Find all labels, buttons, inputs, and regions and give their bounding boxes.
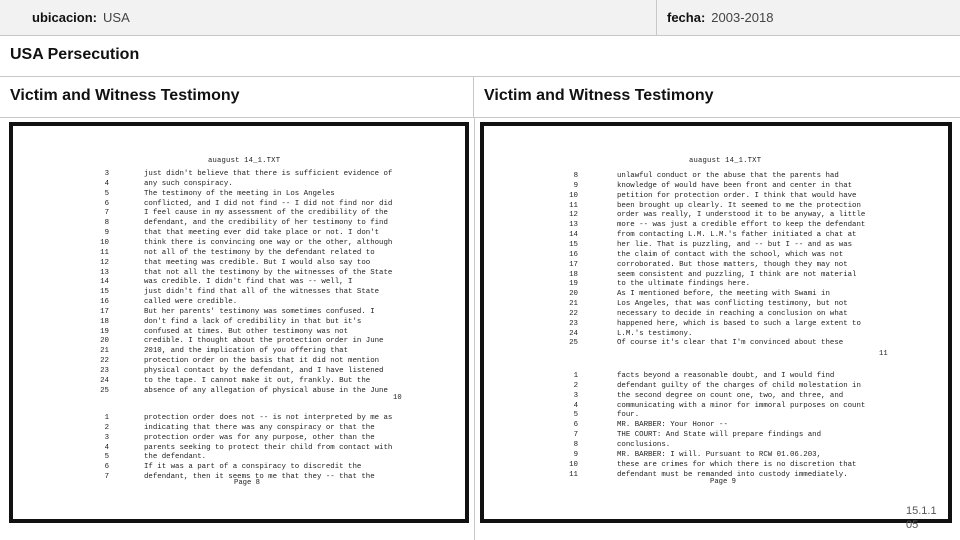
line-text: corroborated. But those matters, though they may not [617,260,848,269]
ubicacion-cell [0,0,657,36]
column-divider [474,118,475,540]
line-number: 24 [100,376,109,385]
transcript-page-label: Page 8 [234,479,260,487]
line-number: 17 [569,260,578,269]
transcript-line [13,443,465,453]
transcript-line [13,386,465,396]
line-number: 25 [569,339,578,348]
line-number: 10 [100,238,109,247]
ubicacion-label: ubicacion: [32,10,98,25]
line-text: from contacting L.M. L.M.'s father initiated a chat at [617,231,857,240]
line-number: 18 [100,317,109,326]
transcript-line [13,189,465,199]
transcript-line [13,199,465,209]
line-text: necessary to decide in reaching a conclusion on what [617,309,848,318]
transcript-line [13,376,465,386]
transcript-line [484,201,948,211]
transcript-line [484,440,948,450]
line-text: Los Angeles, that was conflicting testimony, but not [617,300,848,309]
line-number: 15 [569,240,578,249]
line-number: 6 [104,463,109,472]
line-number: 24 [569,329,578,338]
line-number: 19 [569,280,578,289]
transcript-line [484,210,948,220]
transcript-line [13,228,465,238]
line-number: 16 [100,298,109,307]
transcript-line [484,240,948,250]
line-number: 22 [569,309,578,318]
line-number: 3 [104,170,109,178]
line-text: conclusions. [617,440,671,449]
transcript-line [13,327,465,337]
transcript-line [13,423,465,433]
transcript-line [13,258,465,268]
line-number: 7 [104,209,109,218]
line-text: communicating with a minor for immoral purposes on count [617,401,866,410]
transcript-line [484,391,948,401]
transcript-line [13,462,465,472]
fecha-label: fecha: [667,10,706,25]
transcript-line [13,317,465,327]
line-text: that that meeting ever did take place or not. I don't [144,229,380,238]
transcript-line [484,420,948,430]
line-number: 7 [573,431,578,440]
line-text: petition for protection order. I think that would have [617,191,857,200]
line-number: 22 [100,357,109,366]
line-number: 13 [100,268,109,277]
line-number: 1 [104,414,109,422]
transcript-line [484,338,948,348]
line-number: 3 [573,391,578,400]
transcript-line [484,381,948,391]
transcript-line [484,319,948,329]
line-text: absence of any allegation of physical abuse in the June [144,386,388,395]
line-text: these are crimes for which there is no discretion that [617,460,857,469]
column-heading-left: Victim and Witness Testimony [0,77,474,118]
line-text: defendant must be remanded into custody immediately. [617,470,848,479]
line-text: was credible. I didn't find that was -- well, I [144,278,353,287]
line-number: 5 [104,453,109,462]
transcript-line [13,297,465,307]
transcript-line [484,181,948,191]
line-text: that not all the testimony by the witnesses of the State [144,268,393,277]
line-number: 7 [104,473,109,482]
line-text: defendant, and the credibility of her testimony to find [144,219,388,228]
transcript-line [484,289,948,299]
transcript-line [13,413,465,423]
transcript-line [484,450,948,460]
transcript-line [484,309,948,319]
line-number: 1 [573,372,578,380]
transcript-line [484,401,948,411]
transcript-line [484,260,948,270]
transcript-line [13,287,465,297]
line-number: 11 [569,201,578,210]
transcript-line [13,179,465,189]
line-text: just didn't believe that there is sufficient evidence of [144,170,393,178]
line-text: her lie. That is puzzling, and -- but I -- and as was [617,240,853,249]
line-number: 8 [573,172,578,180]
line-text: been brought up clearly. It seemed to me the protection [617,201,861,210]
line-number: 11 [100,248,109,257]
line-text: If it was a part of a conspiracy to discredit the [144,463,362,472]
line-text: defendant, then it seems to me that they -- that the [144,473,375,482]
transcript-line [484,171,948,181]
line-number: 2 [104,423,109,432]
line-number: 15 [100,288,109,297]
line-number: 20 [569,290,578,299]
line-text: The testimony of the meeting in Los Angeles [144,189,335,198]
transcript-line [13,346,465,356]
line-text: just didn't find that all of the witnesses that State [144,288,380,297]
line-text: seem consistent and puzzling, I think are not material [617,270,857,279]
transcript-line [484,430,948,440]
transcript-line [13,356,465,366]
line-number: 17 [100,307,109,316]
line-text: unlawful conduct or the abuse that the parents had [617,172,839,180]
line-number: 11 [569,470,578,479]
transcript-line [13,433,465,443]
line-text: don't find a lack of credibility in that but it's [144,317,362,326]
line-text: conflicted, and I did not find -- I did not find nor did [144,199,393,208]
transcript-line [13,248,465,258]
line-text: facts beyond a reasonable doubt, and I would find [617,372,835,380]
transcript-line [13,366,465,376]
line-text: protection order was for any purpose, other than the [144,433,375,442]
line-number: 4 [104,179,109,188]
line-number: 8 [573,440,578,449]
slide-number: 15.1.1 05 [906,505,937,531]
transcript-line [484,460,948,470]
line-text: knowledge of would have been front and center in that [617,181,853,190]
line-text: But her parents' testimony was sometimes confused. I [144,307,375,316]
transcript-line [13,268,465,278]
line-number: 6 [104,199,109,208]
line-number: 9 [573,450,578,459]
ubicacion-value: USA [103,10,130,25]
transcript-line [13,218,465,228]
line-number: 14 [100,278,109,287]
line-number: 3 [104,433,109,442]
transcript-line [484,220,948,230]
fecha-value: 2003-2018 [711,10,774,25]
transcript-line [484,329,948,339]
line-number: 10 [569,191,578,200]
line-text: indicating that there was any conspiracy or that the [144,423,375,432]
column-heading-right: Victim and Witness Testimony [484,87,714,104]
line-text: called were credible. [144,298,238,307]
transcript-line [13,277,465,287]
line-text: As I mentioned before, the meeting with Swami in [617,290,830,299]
line-text: think there is convincing one way or the other, although [144,238,393,247]
line-text: the second degree on count one, two, and three, and [617,391,844,400]
line-number: 18 [569,270,578,279]
line-number: 5 [573,411,578,420]
transcript-line [13,452,465,462]
line-text: more -- was just a credible effort to keep the defendant [617,221,866,230]
line-number: 9 [104,229,109,238]
page-title: USA Persecution [0,36,960,77]
transcript-page-number: 10 [393,394,402,402]
line-number: 20 [100,337,109,346]
transcript-line [484,279,948,289]
transcript-image-left [9,122,469,523]
fecha-cell [657,0,960,36]
line-text: physical contact by the defendant, and I have listened [144,367,384,375]
transcript-line [13,307,465,317]
line-number: 19 [100,327,109,336]
line-number: 12 [100,258,109,267]
line-text: protection order on the basis that it did not mention [144,357,380,366]
line-number: 6 [573,421,578,430]
transcript-line [13,336,465,346]
line-text: to the ultimate findings here. [617,280,751,289]
line-text: THE COURT: And State will prepare findings and [617,431,822,440]
transcript-page-label: Page 9 [710,478,736,486]
line-number: 10 [569,460,578,469]
line-number: 23 [100,367,109,375]
line-text: I feel cause in my assessment of the credibility of the [144,209,388,218]
line-number: 13 [569,221,578,230]
transcript-line [13,238,465,248]
line-text: that meeting was credible. But I would also say too [144,258,371,267]
transcript-line [13,472,465,482]
line-number: 4 [573,401,578,410]
transcript-image-right [480,122,952,523]
line-number: 23 [569,319,578,328]
transcript-page-number: 11 [879,350,888,358]
line-text: protection order does not -- is not interpreted by me as [144,414,393,422]
line-number: 12 [569,211,578,220]
transcript-line [484,299,948,309]
transcript-file-header: auagust 14_1.TXT [689,157,762,165]
line-text: MR. BARBER: Your Honor -- [617,421,728,430]
line-text: credible. I thought about the protection order in June [144,337,384,346]
line-text: four. [617,411,640,420]
line-text: defendant guilty of the charges of child molestation in [617,381,861,390]
line-text: order was really, I understood it to be anyway, a little [617,211,866,220]
line-text: the claim of contact with the school, which was not [617,250,844,259]
line-text: to the tape. I cannot make it out, frankly. But the [144,376,371,385]
line-number: 2 [573,381,578,390]
line-text: MR. BARBER: I will. Pursuant to RCW 01.06.203, [617,450,822,459]
line-number: 21 [569,300,578,309]
transcript-line [484,250,948,260]
line-text: 2010, and the implication of you offering that [144,347,349,356]
line-text: parents seeking to protect their child from contact with [144,443,393,452]
transcript-line [484,410,948,420]
line-text: L.M.'s testimony. [617,329,693,338]
line-number: 16 [569,250,578,259]
line-text: the defendant. [144,453,207,462]
line-number: 25 [100,386,109,395]
line-number: 21 [100,347,109,356]
transcript-line [484,371,948,381]
line-number: 9 [573,181,578,190]
line-text: confused at times. But other testimony was not [144,327,349,336]
line-text: Of course it's clear that I'm convinced about these [617,339,844,348]
line-number: 8 [104,219,109,228]
line-text: any such conspiracy. [144,179,233,188]
transcript-line [13,208,465,218]
column-headings [0,77,960,118]
line-text: not all of the testimony by the defendant related to [144,248,375,257]
transcript-line [484,270,948,280]
line-number: 14 [569,231,578,240]
transcript-line [484,191,948,201]
line-text: happened here, which is based to such a large extent to [617,319,861,328]
transcript-line [484,470,948,480]
line-number: 4 [104,443,109,452]
line-number: 5 [104,189,109,198]
header-bar [0,0,960,36]
transcript-file-header: auagust 14_1.TXT [208,157,281,165]
transcript-line [484,230,948,240]
transcript-line [13,169,465,179]
